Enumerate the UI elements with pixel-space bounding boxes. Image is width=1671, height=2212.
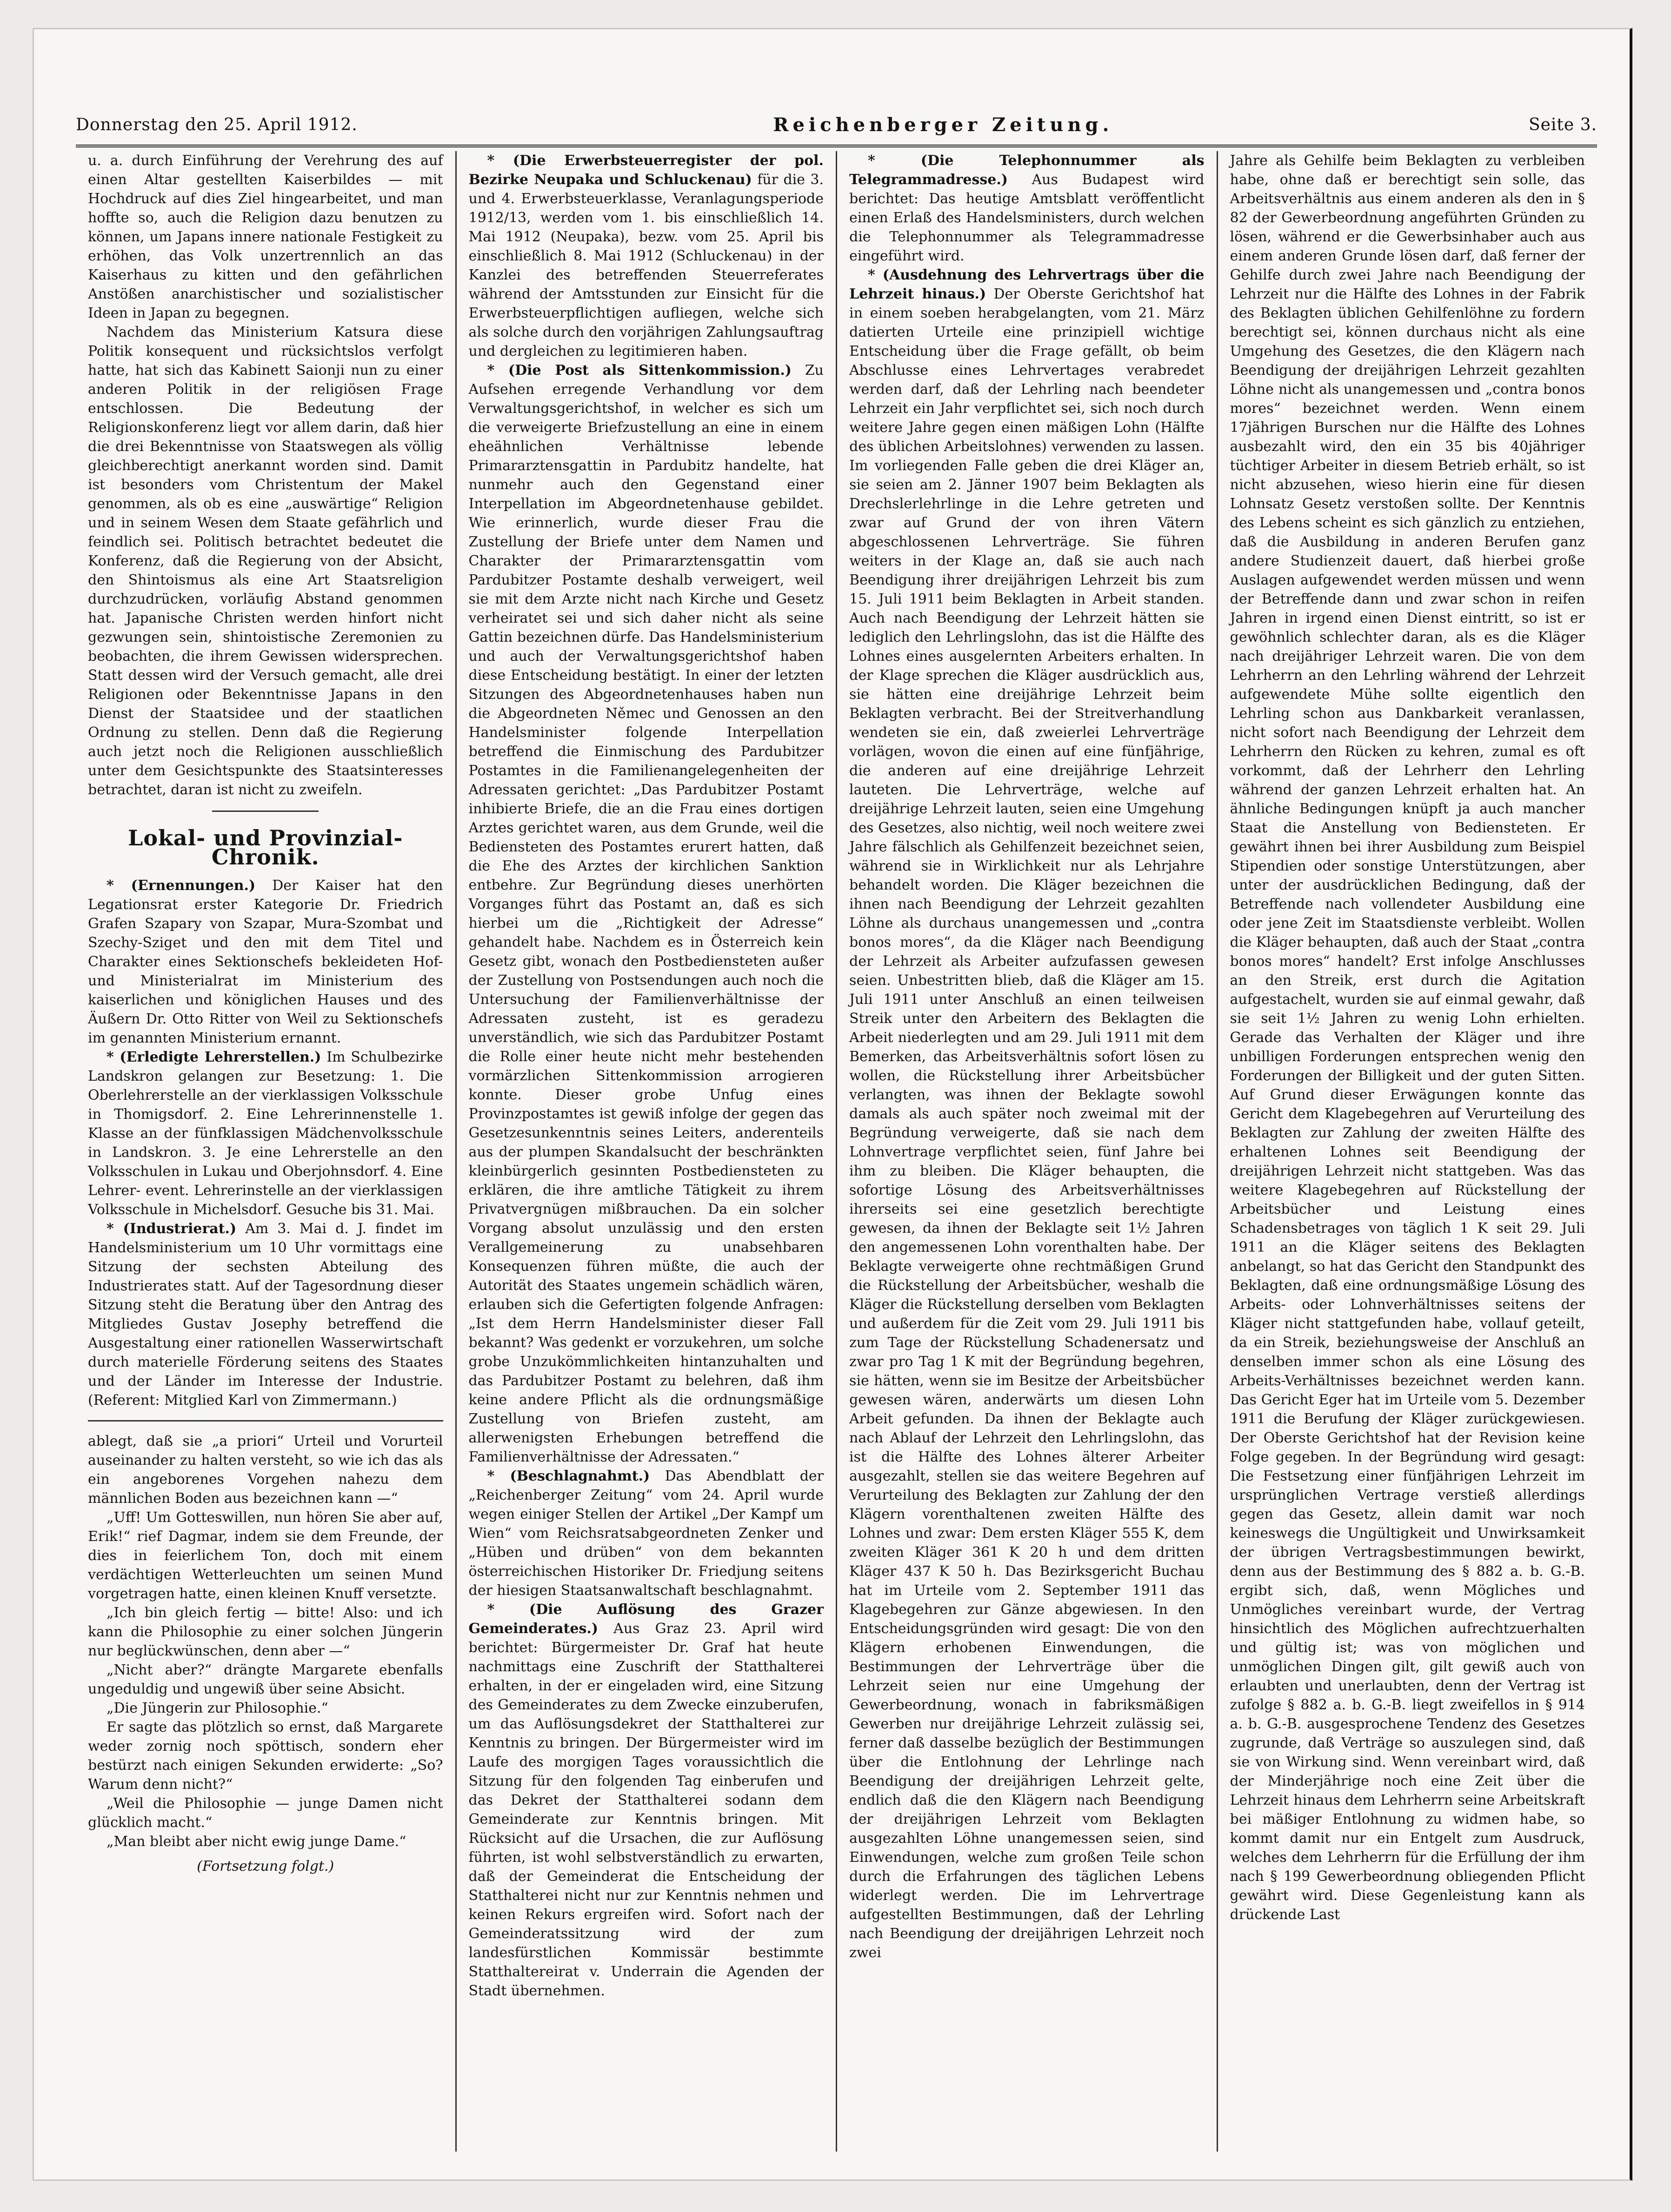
news-item xyxy=(849,151,1205,266)
news-item xyxy=(88,876,443,1048)
column-3 xyxy=(836,151,1217,2152)
news-item xyxy=(88,1048,443,1219)
feuilleton-text: „Man bleibt aber nicht ewig junge Dame.“ xyxy=(107,1833,406,1850)
item-heading: * (Industrierat.) xyxy=(107,1221,237,1237)
item-text: Das Abendblatt der „Reichenberger Zeitung“ vom 24. April wurde wegen einiger Stellen der Artikel „Der Kampf um Wien“ vom Reichsratsabgeordneten Zenker und „Hüben und drüben“ von dem bekannten österreichischen Historiker Dr. Friedjung seitens der hiesigen Staatsanwaltschaft beschlagnahmt. xyxy=(468,1468,824,1599)
article-text: Jahre als Gehilfe beim Beklagten zu verbleiben habe, ohne daß er berechtigt sein solle, das Arbeitsverhältnis aus einem anderen als den in § 82 der Gewerbeordnung angeführten Gründen zu lösen, während er die Gewerbsinhaber auch aus einem anderen Grunde lösen darf, daß ferner der Gehilfe durch zwei Jahre nach Beendigung der Lehrzeit nur die Hälfte des Lohnes in der Fabrik des Beklagten üblichen Gehilfenlöhne zu fordern berechtigt sei, können durchaus nicht als eine Umgehung des Gesetzes, die den Klägern nach Beendigung der dreijährigen Lehrzeit gezahlten Löhne nicht als unangemessen und „contra bonos mores“ bezeichnet werden. Wenn einem 17jährigen Burschen nur die Hälfte des Lohnes ausbezahlt wird, den ein 35 bis 40jähriger tüchtiger Arbeiter in diesem Betrieb erhält, so ist nicht abzusehen, wieso hierin eine für diesen Lohnsatz Gesetz verstoßen sollte. Der Kenntnis des Lebens scheint es sich gänzlich zu entziehen, daß die Ausbildung in anderen Berufen ganz andere Studienzeit dauert, daß hierbei große Auslagen aufgewendet werden müssen und wenn der Betreffende dann und zwar schon in reifen Jahren in irgend einen Dienst eintritt, so ist er gewöhnlich schlechter daran, als es die Kläger nach dreijähriger Lehrzeit waren. Die von dem Lehrherrn an den Lehrling während der Lehrzeit aufgewendete Mühe sollte eigentlich den Lehrling schon aus Dankbarkeit veranlassen, nicht sofort nach Beendigung der Lehrzeit dem Lehrherrn den Rücken zu kehren, zumal es oft vorkommt, daß der Lehrherr den Lehrling während der ganzen Lehrzeit erhalten hat. An ähnliche Bedingungen knüpft ja auch mancher Staat die Anstellung von Bediensteten. Er gewährt ihnen bei ihrer Ausbildung zum Beispiel Stipendien oder sonstige Unterstützungen, aber unter der ausdrücklichen Bedingung, daß der Betreffende nach vollendeter Ausbildung eine oder jene Zeit im Staatsdienste verbleibt. Wollen die Kläger behaupten, daß auch der Staat „contra bonos mores“ handelt? Erst infolge Anschlusses an den Streik, erst durch die Agitation aufgestachelt, wurden sie auf einmal gewahr, daß sie seit 1½ Jahren zu wenig Lohn erhielten. Gerade das Verhalten der Kläger und ihre unbilligen Forderungen entsprechen wenig den Forderungen der Billigkeit und der guten Sitten. Auf Grund dieser Erwägungen konnte das Gericht dem Klagebegehren auf Verurteilung des Beklagten zur Zahlung der zweiten Hälfte des erhaltenen Lohnes seit Beendigung der dreijährigen Lehrzeit nicht stattgeben. Was das weitere Klagebegehren auf Rückstellung der Arbeitsbücher und Leistung eines Schadensbetrages von täglich 1 K seit 29. Juli 1911 an die Kläger seitens des Beklagten anbelangt, so hat das Gericht den Standpunkt des Beklagten, daß eine ordnungsmäßige Lösung des Arbeits- oder Lohnverhältnisses seitens der Kläger nicht stattgefunden habe, vollauf geteilt, da ein Streik, beziehungsweise der Anschluß an denselben immer schon als eine Lösung des Arbeits-Verhältnisses bezeichnet werden kann. Das Gericht Eger hat im Urteile vom 5. Dezember 1911 die Berufung der Kläger zurückgewiesen. Der Oberste Gerichtshof hat der Revision keine Folge gegeben. In der Begründung wird gesagt: Die Festsetzung einer fünfjährigen Lehrzeit im ursprünglichen Vertrage verstieß allerdings gegen das Gesetz, allein damit war noch keineswegs die Ungültigkeit und Unwirksamkeit der übrigen Vertragsbestimmungen bewirkt, denn aus der Bestimmung des § 882 a. b. G.-B. ergibt sich, daß, wenn Mögliches und Unmögliches vereinbart wurde, der Vertrag hinsichtlich des Möglichen aufrechtzuerhalten und gültig ist; was von möglichen und unmöglichen Dingen gilt, gilt gewiß auch von erlaubten und unerlaubten, denn der Vertrag ist zufolge § 882 a. b. G.-B. liegt zweifellos in § 914 a. b. G.-B. ausgesprochene Tendenz des Gesetzes zugrunde, daß Verträge so auszulegen sind, daß sie von Wirkung sind. Wenn vereinbart wird, daß der Minderjährige noch eine Zeit über die Lehrzeit hinaus dem Lehrherrn seine Arbeitskraft bei mäßiger Entlohnung zu widmen habe, so kommt damit nur ein Entgelt zum Ausdruck, welches dem Lehrherrn für die Erfüllung der ihm nach § 199 Gewerbeordnung obliegenden Pflicht gewährt wird. Diese Gegenleistung kann als drückende Last xyxy=(1230,153,1585,1923)
feuilleton-text: ablegt, daß sie „a priori“ Urteil und Vorurteil auseinander zu halten versteht, so wie ich das als ein angeborenes Vorgehen nahezu dem männlichen Boden aus bezeichnen kann —“ xyxy=(88,1433,443,1507)
news-item xyxy=(469,1467,824,1600)
news-item xyxy=(469,151,824,361)
item-text: Aus Graz 23. April wird berichtet: Bürgermeister Dr. Graf hat heute nachmittags eine Zuschrift der Statthalterei erhalten, in der er eingeladen wird, eine Sitzung des Gemeinderates zu dem Zwecke einzuberufen, um das Auflösungsdekret der Statthalterei zur Kenntnis zu bringen. Der Bürgermeister wird im Laufe des morgigen Tages voraussichtlich die Sitzung für den folgenden Tag einberufen und das Dekret der Statthalterei sodann dem Gemeinderate zur Kenntnis bringen. Mit Rücksicht auf die Ursachen, die zur Auflösung führten, ist wohl selbstverständlich zu erwarten, daß der Gemeinderat die Entscheidung der Statthalterei nicht nur zur Kenntnis nehmen und keinen Rekurs ergreifen wird. Sofort nach der Gemeinderatssitzung wird der zum landesfürstlichen Kommissär bestimmte Statthaltereirat v. Underrain die Agenden der Stadt übernehmen. xyxy=(468,1621,824,1999)
item-text: Am 3. Mai d. J. findet im Handelsministerium um 10 Uhr vormittags eine Sitzung der sechsten Abteilung des Industrierates statt. Auf der Tagesordnung dieser Sitzung steht die Beratung über den Antrag des Mitgliedes Gustav Josephy betreffend die Ausgestaltung einer rationellen Wasserwirtschaft durch materielle Förderung seitens des Staates und der Länder im Interesse der Industrie. (Referent: Mitglied Karl von Zimmermann.) xyxy=(88,1221,443,1408)
item-heading: * (Erledigte Lehrerstellen.) xyxy=(107,1049,321,1065)
item-text: für die 3. und 4. Erwerbsteuerklasse, Veranlagungsperiode 1912/13, werden vom 1. bis einschließlich 14. Mai 1912 (Neupaka), bezw. vom 25. April bis einschließlich 8. Mai 1912 (Schluckenau) in der Kanzlei des betreffenden Steuerreferates während der Amtsstunden zur Einsicht für die Erwerbsteuerpflichtigen aufliegen, welche sich als solche durch den vorjährigen Zahlungsauftrag und dergleichen zu legitimieren haben. xyxy=(468,172,824,359)
feuilleton-text: „Ich bin gleich fertig — bitte! Also: und ich kann die Philosophie zu einer solchen Jüngerin nur beglückwünschen, denn aber —“ xyxy=(88,1605,443,1659)
column-4 xyxy=(1217,151,1598,2152)
header-rule xyxy=(76,145,1597,147)
feuilleton-text: „Uff! Um Gotteswillen, nun hören Sie aber auf, Erik!“ rief Dagmar, indem sie dem Freunde, der dies in feierlichem Ton, doch mit einem verdächtigen Wetterleuchten um seinen Mund vorgetragen hatte, einen kleinen Knuff versetzte. xyxy=(88,1509,443,1602)
feuilleton-text: Er sagte das plötzlich so ernst, daß Margarete weder zornig noch spöttisch, sondern eher bestürzt nach einigen Sekunden erwiderte: „So? Warum denn nicht?“ xyxy=(88,1719,443,1793)
item-heading: * (Ausdehnung des Lehrvertrags über die Lehrzeit hinaus.) xyxy=(849,267,1205,302)
article-text: u. a. durch Einführung der Verehrung des auf einen Altar gestellten Kaiserbildes — mit Hochdruck auf dies Ziel hingearbeitet, und man hoffte so, auch die Religion dazu benutzen zu können, um Japans innere nationale Festigkeit zu erhöhen, das Volk unzertrennlich an das Kaiserhaus zu kitten und den gefährlichen Anstößen anarchistischer und sozialistischer Ideen in Japan zu begegnen. xyxy=(88,153,443,321)
item-text: Zu Aufsehen erregende Verhandlung vor dem Verwaltungsgerichtshof, in welcher es sich um die verweigerte Briefzustellung an eine in einem eheähnlichen Verhältnisse lebende Primararztensgattin in Pardubitz handelte, hat nunmehr auch den Gegenstand einer Interpellation im Abgeordnetenhause gebildet. Wie erinnerlich, wurde dieser Frau die Zustellung der Briefe unter dem Namen und Charakter der Primararztensgattin vom Pardubitzer Postamte deshalb verweigert, weil sie mit dem Arzte nicht nach Kirche und Gesetz verheiratet sei und sich daher nicht als seine Gattin bezeichnen dürfe. Das Handelsministerium und auch der Verwaltungsgerichtshof haben diese Entscheidung bestätigt. In einer der letzten Sitzungen des Abgeordnetenhauses haben nun die Abgeordneten Němec und Genossen an den Handelsminister folgende Interpellation betreffend die Einmischung des Pardubitzer Postamtes in die Familienangelegenheiten der Adressaten gerichtet: „Das Pardubitzer Postamt inhibierte Briefe, die an die Frau eines dortigen Arztes gerichtet waren, aus dem Grunde, weil die Bediensteten des Postamtes erurert hatten, daß die Ehe des Arztes der kirchlichen Sanktion entbehre. Zur Begründung dieses unerhörten Vorganges führt das Postamt an, daß es sich hierbei um die „Richtigkeit der Adresse“ gehandelt habe. Nachdem es in Österreich kein Gesetz gibt, wonach den Postbediensteten außer der Zustellung von Postsendungen auch noch die Untersuchung der Familienverhältnisse der Adressaten zusteht, ist es geradezu unverständlich, wie sich das Pardubitzer Postamt die Rolle einer heute nicht mehr bestehenden vormärzlichen Sittenkommission arrogieren konnte. Dieser grobe Unfug eines Provinzpostamtes ist gewiß infolge der gegen das Gesetzesunkenntnis seines Leiters, anderenteils aus der plumpen Skandalsucht der beschränkten kleinbürgerlich gesinnten Postbediensteten zu erklären, die ihre amtliche Tätigkeit zu ihrem Privatvergnügen mißbrauchen. Da ein solcher Vorgang absolut unzulässig und den ersten Verallgemeinerung zu unabsehbaren Konsequenzen führen müßte, die auch der Autorität des Staates ungemein schädlich wären, erlauben sich die Gefertigten folgende Anfragen: „Ist dem Herrn Handelsminister dieser Fall bekannt? Was gedenkt er vorzukehren, um solche grobe Unzukömmlichkeiten hintanzuhalten und das Pardubitzer Postamt zu belehren, daß ihm keine andere Pflicht als die ordnungsmäßige Zustellung von Briefen zusteht, am allerwenigsten Erhebungen betreffend die Familienverhältnisse der Adressaten.“ xyxy=(468,362,824,1465)
news-item xyxy=(849,266,1205,1962)
article-text: Nachdem das Ministerium Katsura diese Politik konsequent und rücksichtslos verfolgt hatte, hat sich das Kabinett Saionji nun zu einer anderen Politik in der religiösen Frage entschlossen. Die Bedeutung der Religionskonferenz liegt vor allem darin, daß hier die drei Bekenntnisse von Staatswegen als völlig gleichberechtigt anerkannt worden sind. Damit ist besonders vom Christentum der Makel genommen, als ob es eine „auswärtige“ Religion und in seinem Wesen dem Staate gefährlich und feindlich sei. Politisch betrachtet bedeutet die Konferenz, daß die Regierung von der Absicht, den Shintoismus als eine Art Staatsreligion durchzudrücken, vorläufig Abstand genommen hat. Japanische Christen werden hinfort nicht gezwungen sein, shintoistische Zeremonien zu beobachten, die ihrem Gewissen widersprechen. Statt dessen wird der Versuch gemacht, alle drei Religionen oder Bekenntnisse Japans in den Dienst der Staatsidee und der staatlichen Ordnung zu stellen. Denn daß die Regierung auch jetzt noch die Religionen ausschließlich unter dem Gesichtspunkte des Staatsinteresses betrachtet, daran ist nicht zu zweifeln. xyxy=(88,324,443,798)
article-columns xyxy=(76,151,1597,2152)
item-heading: * (Die Telephonnummer als Telegrammadresse.) xyxy=(849,153,1205,188)
item-heading: * (Die Erwerbsteuerregister der pol. Bezirke Neupaka und Schluckenau) xyxy=(468,153,824,188)
feuilleton-text: „Weil die Philosophie — junge Damen nicht glücklich macht.“ xyxy=(88,1795,443,1831)
issue-date: Donnerstag den 25. April 1912. xyxy=(76,115,358,134)
continuation-note: (Fortsetzung folgt.) xyxy=(197,1858,334,1874)
item-text: Der Kaiser hat den Legationsrat erster Kategorie Dr. Friedrich Grafen Szapary von Szapar, Mura-Szombat und Szechy-Sziget und den mit dem Titel und Charakter eines Sektionschefs bekleideten Hof- und Ministerialrat im Ministerium des kaiserlichen und königlichen Hauses und des Äußern Dr. Otto Ritter von Weil zu Sektionschefs im genannten Ministerium ernannt. xyxy=(88,877,443,1046)
newspaper-page xyxy=(33,28,1632,2181)
column-1 xyxy=(76,151,455,2152)
feuilleton-text: „Die Jüngerin zur Philosophie.“ xyxy=(107,1700,328,1716)
news-item xyxy=(88,1219,443,1410)
column-2 xyxy=(455,151,836,2152)
page-number: Seite 3. xyxy=(1528,115,1597,134)
news-item xyxy=(469,1600,824,2000)
item-heading: * (Beschlagnahmt.) xyxy=(487,1468,650,1484)
divider xyxy=(212,810,319,812)
feuilleton-divider xyxy=(88,1420,443,1422)
item-heading: * (Die Post als Sittenkommission.) xyxy=(487,362,792,379)
section-title: Lokal- und Provinzial-Chronik. xyxy=(128,825,403,870)
item-text: Im Schulbezirke Landskron gelangen zur Besetzung: 1. Die Oberlehrerstelle an der vierklassigen Volksschule in Thomigsdorf. 2. Eine Lehrerinnenstelle 1. Klasse an der fünfklassigen Mädchenvolksschule in Landskron. 3. Je eine Lehrerstelle an den Volksschulen in Lukau und Oberjohnsdorf. 4. Eine Lehrer- event. Lehrerinstelle an der vierklassigen Volksschule in Michelsdorf. Gesuche bis 31. Mai. xyxy=(88,1049,443,1218)
item-text: Aus Budapest wird berichtet: Das heutige Amtsblatt veröffentlicht einen Erlaß des Handelsministers, durch welchen die Telephonnummer als Telegrammadresse eingeführt wird. xyxy=(849,172,1205,264)
item-heading: * (Die Auflösung des Grazer Gemeinderates.) xyxy=(468,1601,824,1637)
masthead xyxy=(76,108,1597,141)
feuilleton-text: „Nicht aber?“ drängte Margarete ebenfalls ungeduldig und ungewiß über seine Absicht. xyxy=(88,1662,443,1697)
item-heading: * (Ernennungen.) xyxy=(107,877,256,894)
newspaper-title: Reichenberger Zeitung. xyxy=(773,113,1113,136)
news-item xyxy=(469,361,824,1467)
item-text: Der Oberste Gerichtshof hat in einem soeben herabgelangten, vom 21. März datierten Urteile eine prinzipiell wichtige Entscheidung über die Frage gefällt, ob beim Abschlusse eines Lehrvertages verabredet werden darf, daß der Lehrling nach beendeter Lehrzeit ein Jahr verpflichtet sei, sich noch durch weitere Jahre gegen einen mäßigen Lohn (Hälfte des üblichen Arbeitslohnes) verwenden zu lassen. Im vorliegenden Falle geben die drei Kläger an, sie seien am 2. Jänner 1907 beim Beklagten als Drechslerlehrlinge in die Lehre getreten und zwar auf Grund der von ihren Vätern abgeschlossenen Lehrverträge. Sie führen weiters in der Klage an, daß sie auch nach Beendigung ihrer dreijährigen Lehrzeit bis zum 15. Juli 1911 beim Beklagten in Arbeit standen. Auch nach Beendigung der Lehrzeit hätten sie lediglich den Lehrlingslohn, das ist die Hälfte des Lohnes eines ausgelernten Arbeiters erhalten. In der Klage sprechen die Kläger ausdrücklich aus, sie hätten eine dreijährige Lehrzeit beim Beklagten verbracht. Bei der Streitverhandlung wendeten sie ein, daß zweierlei Lehrverträge vorlägen, wovon die einen auf eine fünfjährige, die anderen auf eine dreijährige Lehrzeit lauteten. Die Lehrverträge, welche auf dreijährige Lehrzeit lauten, seien eine Umgehung des Gesetzes, also nichtig, weil noch weitere zwei Jahre fälschlich als Gehilfenzeit bezeichnet seien, während sie in Wirklichkeit nur als Lehrjahre behandelt worden. Die Kläger bezeichnen die ihnen nach Beendigung der Lehrzeit gezahlten Löhne als durchaus unangemessen und „contra bonos mores“, da die Kläger nach Beendigung der Lehrzeit als Arbeiter aufzufassen gewesen seien. Unbestritten blieb, daß die Kläger am 15. Juli 1911 unter Anschluß an einen teilweisen Streik unter den Arbeitern des Beklagten die Arbeit niederlegten und am 29. Juli 1911 mit dem Bemerken, das Arbeitsverhältnis sofort lösen zu wollen, die Rückstellung ihrer Arbeitsbücher verlangten, was ihnen der Beklagte sowohl damals als auch später noch zweimal mit der Begründung verweigerte, daß sie nach dem Lohnvertrage verpflichtet seien, fünf Jahre bei ihm zu bleiben. Die Kläger behaupten, die sofortige Lösung des Arbeitsverhältnisses ihrerseits sei eine gesetzlich berechtigte gewesen, da ihnen der Beklagte seit 1½ Jahren den angemessenen Lohn vorenthalten habe. Der Beklagte verweigerte ohne rechtmäßigen Grund die Rückstellung der Arbeitsbücher, weshalb die Kläger die Rückstellung derselben vom Beklagten und außerdem für die Zeit vom 29. Juli 1911 bis zum Tage der Rückstellung Schadenersatz und zwar pro Tag 1 K mit der Begründung begehren, sie hätten, wenn sie im Besitze der Arbeitsbücher gewesen wären, anderwärts um diesen Lohn Arbeit gefunden. Da ihnen der Beklagte auch nach Ablauf der Lehrzeit den Lehrlingslohn, das ist die Hälfte des Lohnes älterer Arbeiter ausgezahlt, stellen sie das weitere Begehren auf Verurteilung des Beklagten zur Zahlung der den Klägern vorenthaltenen zweiten Hälfte des Lohnes und zwar: Dem ersten Kläger 555 K, dem zweiten Kläger 361 K 20 h und dem dritten Kläger 437 K 50 h. Das Bezirksgericht Buchau hat im Urteile vom 2. September 1911 das Klagebegehren zur Gänze abgewiesen. In den Entscheidungsgründen wird gesagt: Die von den Klägern erhobenen Einwendungen, die Bestimmungen der Lehrverträge über die Lehrzeit seien nur eine Umgehung der Gewerbeordnung, wonach in fabriksmäßigen Gewerben nur dreijährige Lehrzeit zulässig sei, ferner daß dasselbe bezüglich der Bestimmungen über die Entlohnung der Lehrlinge nach Beendigung der dreijährigen Lehrzeit gelte, endlich daß die den Klägern nach Beendigung der dreijährigen Lehrzeit vom Beklagten ausgezahlten Löhne unangemessen seien, sind Einwendungen, welche zum großen Teile schon durch die Erfahrungen des täglichen Lebens widerlegt werden. Die im Lehrvertrage aufgestellten Bestimmungen, daß der Lehrling nach Beendigung der dreijährigen Lehrzeit noch zwei xyxy=(849,286,1205,1961)
